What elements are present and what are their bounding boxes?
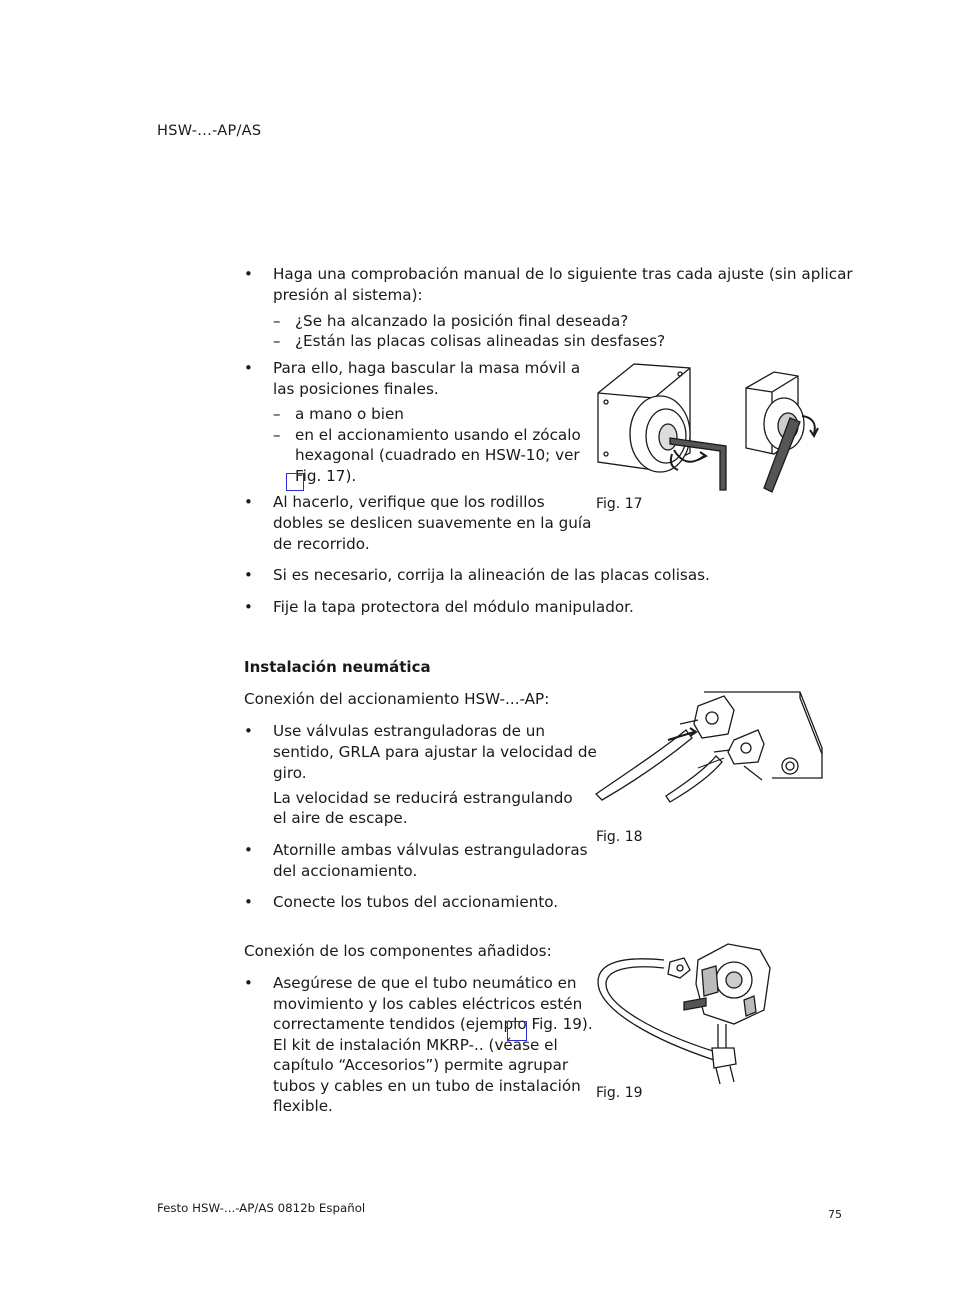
note-text: el aire de escape. [273, 809, 408, 827]
bullet-text: El kit de instalación MKRP-.. (véase el [273, 1036, 558, 1054]
bullet-text: movimiento y los cables eléctricos estén [273, 995, 583, 1013]
check-item: ¿Están las placas colisas alineadas sin desfases? [295, 332, 666, 350]
bullet-text: Conecte los tubos del accionamiento. [273, 893, 559, 911]
bullet-marker: • [244, 893, 253, 911]
bullet-marker: • [244, 359, 253, 377]
bullet-marker: • [244, 493, 253, 511]
bullet-text: Fije la tapa protectora del módulo manipulador. [273, 598, 634, 616]
bullet-text: Asegúrese de que el tubo neumático en [273, 974, 577, 992]
fig19-illustration [594, 940, 774, 1090]
paragraph: Conexión del accionamiento HSW-...-AP: [244, 690, 550, 708]
figure-caption: Fig. 18 [596, 829, 643, 845]
option-item: Fig. 17). [295, 467, 357, 485]
bullet-marker: • [244, 722, 253, 740]
fig19-xref-link[interactable] [507, 1021, 527, 1041]
bullet-text: Al hacerlo, verifique que los rodillos [273, 493, 545, 511]
bullet-text: tubos y cables en un tubo de instalación [273, 1077, 581, 1095]
bullet-marker: • [244, 566, 253, 584]
dash-marker: – [273, 405, 281, 423]
figure-caption: Fig. 19 [596, 1085, 643, 1101]
dash-marker: – [273, 332, 281, 350]
bullet-text: sentido, GRLA para ajustar la velocidad de [273, 743, 597, 761]
check-item: ¿Se ha alcanzado la posición final deseada? [295, 312, 629, 330]
bullet-text: las posiciones finales. [273, 380, 439, 398]
option-item: en el accionamiento usando el zócalo [295, 426, 581, 444]
bullet-text: dobles se deslicen suavemente en la guía [273, 514, 592, 532]
running-header: HSW-...-AP/AS [157, 123, 262, 139]
bullet-text: giro. [273, 764, 307, 782]
bullet-text: correctamente tendidos (ejemplo Fig. 19). [273, 1015, 593, 1033]
bullet-marker: • [244, 598, 253, 616]
bullet-text: presión al sistema): [273, 286, 423, 304]
bullet-text: del accionamiento. [273, 862, 418, 880]
bullet-text: flexible. [273, 1097, 333, 1115]
bullet-marker: • [244, 974, 253, 992]
option-item: hexagonal (cuadrado en HSW-10; ver [295, 446, 580, 464]
bullet-marker: • [244, 265, 253, 283]
section-heading: Instalación neumática [244, 658, 431, 676]
bullet-text: Para ello, haga bascular la masa móvil a [273, 359, 581, 377]
figure-caption: Fig. 17 [596, 496, 643, 512]
footer-doc-info: Festo HSW-...-AP/AS 0812b Español [157, 1201, 366, 1215]
page-number: 75 [828, 1208, 842, 1221]
paragraph: Conexión de los componentes añadidos: [244, 942, 552, 960]
bullet-text: Haga una comprobación manual de lo siguiente tras cada ajuste (sin aplicar [273, 265, 853, 283]
fig17-illustration [594, 358, 826, 496]
dash-marker: – [273, 426, 281, 444]
option-item: a mano o bien [295, 405, 404, 423]
bullet-text: Use válvulas estranguladoras de un [273, 722, 546, 740]
bullet-text: Si es necesario, corrija la alineación de las placas colisas. [273, 566, 710, 584]
fig18-illustration [594, 688, 826, 808]
fig17-xref-link[interactable] [286, 473, 304, 491]
bullet-text: capítulo “Accesorios”) permite agrupar [273, 1056, 569, 1074]
bullet-text: de recorrido. [273, 535, 370, 553]
dash-marker: – [273, 312, 281, 330]
bullet-text: Atornille ambas válvulas estranguladoras [273, 841, 588, 859]
note-text: La velocidad se reducirá estrangulando [273, 789, 573, 807]
bullet-marker: • [244, 841, 253, 859]
